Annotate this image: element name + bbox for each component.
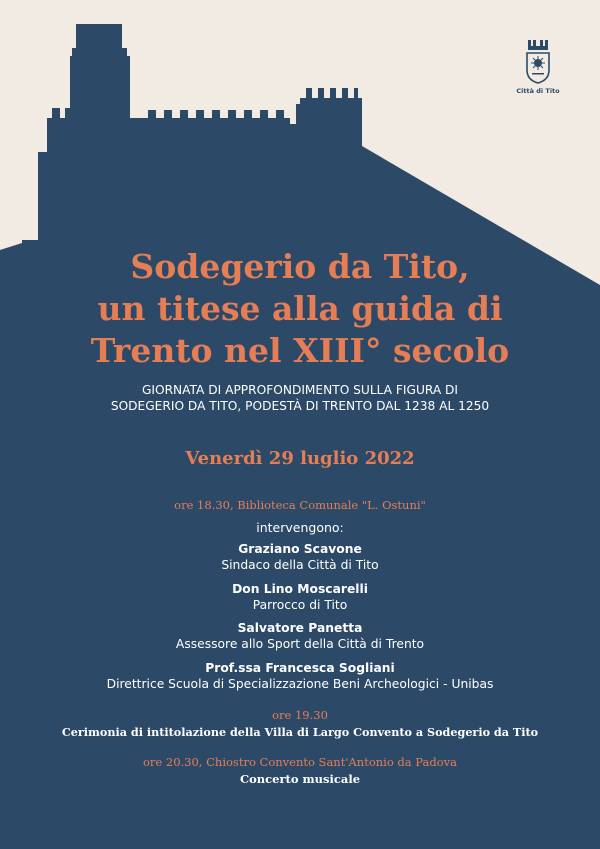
speaker-name: Graziano Scavone [238,542,362,556]
speaker-item [0,581,600,621]
title-line: Trento nel XIII° secolo [90,331,510,370]
session3-time-place: ore 20.30, Chiostro Convento Sant'Antonio da Padova [143,755,457,769]
speaker-name: Salvatore Panetta [237,621,363,635]
event-date: Venerdì 29 luglio 2022 [185,448,415,469]
subtitle-line: SODEGERIO DA TITO, PODESTÀ DI TRENTO DAL 1238 AL 1250 [110,398,490,413]
speakers-list [0,541,600,699]
speaker-role: Parrocco di Tito [252,597,348,612]
title-line: un titese alla guida di [97,289,503,328]
speaker-role: Assessore allo Sport della Città di Trento [175,637,425,651]
speaker-item [0,620,600,660]
poster-title [20,246,580,372]
speaker-item [0,660,600,700]
speaker-role: Sindaco della Città di Tito [221,558,379,572]
title-line: Sodegerio da Tito, [130,247,470,286]
subtitle-line: GIORNATA DI APPROFONDIMENTO SULLA FIGURA DI [141,383,459,397]
speaker-role: Direttrice Scuola di Specializzazione Beni Archeologici - Unibas [106,676,494,691]
poster-subtitle [40,383,560,414]
speaker-item [0,541,600,581]
session1-time-place: ore 18.30, Biblioteca Comunale "L. Ostuni" [174,498,426,512]
concert-description: Concerto musicale [239,772,361,786]
session2-time: ore 19.30 [272,708,328,722]
ceremony-description: Cerimonia di intitolazione della Villa di Largo Convento a Sodegerio da Tito [61,725,539,739]
speaker-name: Prof.ssa Francesca Sogliani [205,660,395,675]
crest-label: Città di Tito [516,87,560,95]
speaker-name: Don Lino Moscarelli [232,581,368,596]
speakers-heading: intervengono: [256,520,344,535]
